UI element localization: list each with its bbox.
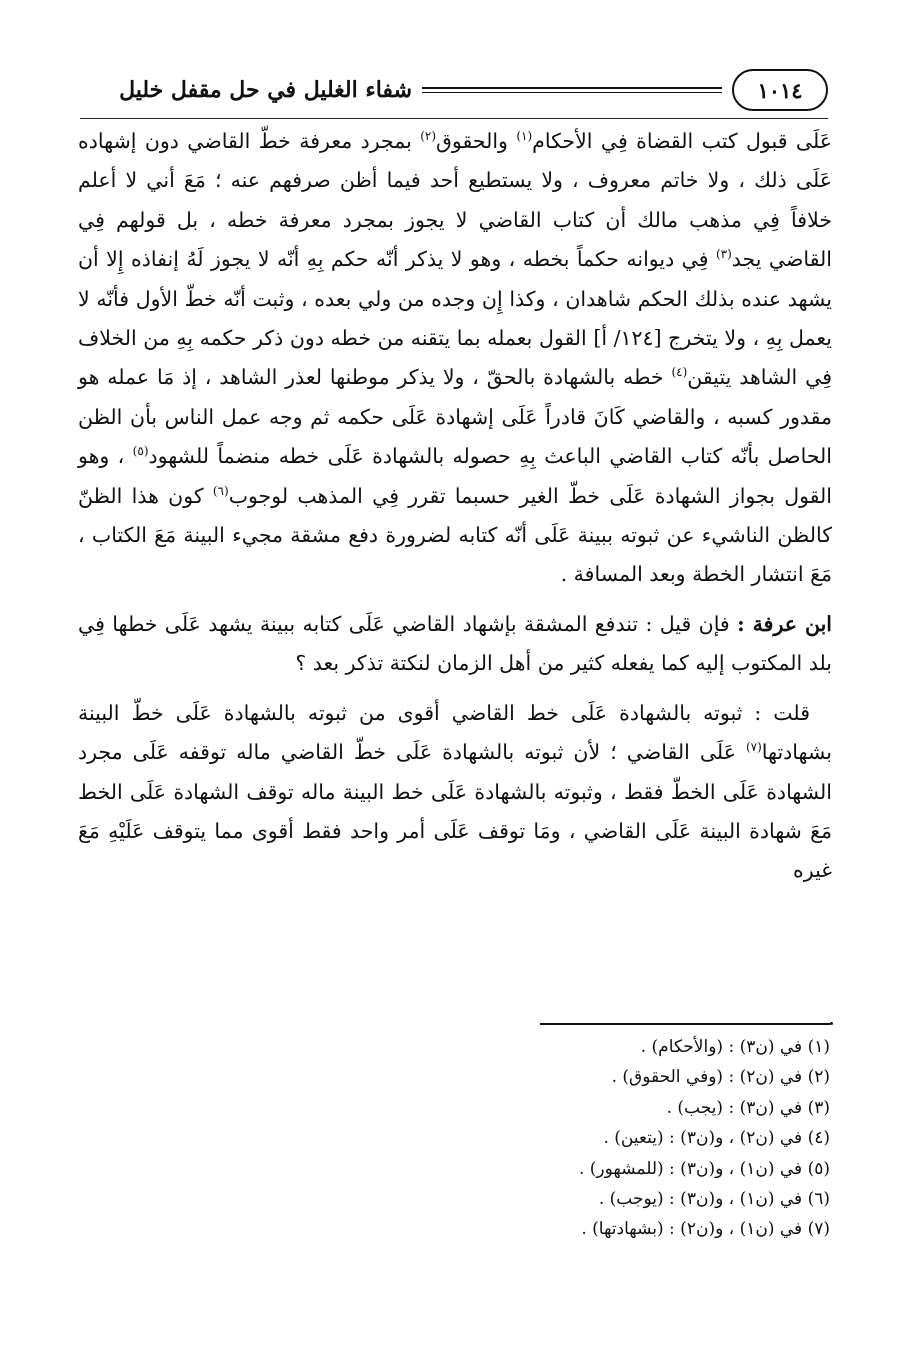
main-text [78,122,832,891]
footnote-ref-4: (٤) [671,365,688,380]
page-mark [830,1022,833,1025]
speaker-label: ابن عرفة : [737,611,832,636]
footnote-5: (٥) في (ن١) ، و(ن٣) : (للمشهور) . [578,1158,830,1179]
footnote-3: (٣) في (ن٣) : (يجب) . [666,1097,830,1118]
footnote-ref-6: (٦) [212,483,229,498]
text-run: فإن قيل : تندفع المشقة بإشهاد القاضي عَلَى كتابه ببينة يشهد عَلَى خطها فِي بلد المكتوب إليه كما يفعله كثير من أهل الزمان لنكتة تذكر بعد ؟ [78,611,832,676]
footnote-ref-1: (١) [516,129,533,144]
footnotes [280,1032,830,1245]
book-title: شفاء الغليل في حل مقفل خليل [119,77,412,103]
text-run: ، وهو القول بجواز الشهادة عَلَى خطّ الغير حسبما تقرر فِي المذهب لوجوب [78,444,832,508]
text-run: كون هذا الظنّ كالظن الناشيء عن ثبوته ببينة عَلَى أنّه كتابه لضرورة دفع مشقة مجيء البينة مَعَ الكتاب ، مَعَ انتشار الخطة وبعد المسافة . [78,483,832,587]
paragraph-1 [78,122,832,595]
footnote-6: (٦) في (ن١) ، و(ن٣) : (يوجب) . [598,1189,830,1210]
footnote-1: (١) في (ن٣) : (والأحكام) . [640,1037,830,1057]
paragraph-2 [78,605,832,684]
footnote-ref-2: (٢) [420,129,437,144]
footnote-ref-5: (٥) [132,444,149,459]
text-run: عَلَى القاضي ؛ لأن ثبوته بالشهادة عَلَى خطّ القاضي ماله توقفه عَلَى مجرد الشهادة عَلَى الخطّ فقط ، وثبوته بالشهادة عَلَى خط البينة ماله توقف الشهادة عَلَى الخط مَعَ شهادة البينة عَلَى القاضي ، ومَا توقف عَلَى أمر واحد فقط أقوى مما يتوقف عَلَيْهِ مَعَ غيره [78,740,832,883]
text-run: قلت : ثبوته بالشهادة عَلَى خط القاضي أقوى من ثبوته بالشهادة عَلَى خطّ البينة بشهادتها [78,700,832,765]
text-run: بمجرد معرفة خطّ القاضي دون إشهاده عَلَى ذلك ، ولا خاتم معروف ، ولا يستطيع أحد فيما أظن صرفهم عنه ؛ مَعَ أني لا أعلم خلافاً فِي مذهب مالك أن كتاب القاضي لا يجوز بمجرد معرفة خطه ، بل قولهم فِي القاضي يجد [78,129,832,272]
text-run: والحقوق [436,129,517,153]
footnote-divider [540,1023,830,1025]
footnote-2: (٢) في (ن٢) : (وفي الحقوق) . [611,1067,830,1088]
text-run: خطه بالشهادة بالحقّ ، ولا يذكر موطنها لعذر الشاهد ، إذ مَا عمله هو مقدور كسبه ، والقاضي كَانَ قادراً عَلَى إشهادة عَلَى حكمه ثم وجه عمل الناس بأن الظن الحاصل بأنّه كتاب القاضي الباعث بِهِ حصوله بالشهادة عَلَى خطه منضماً للشهود [78,365,832,469]
footnote-4: (٤) في (ن٢) ، و(ن٣) : (يتعين) . [603,1128,830,1149]
text-run: فِي ديوانه حكماً بخطه ، وهو لا يذكر أنّه حكم بِهِ أنّه لا يجوز لَهُ إنفاذه إِلا أن يشهد عنده بذلك الحكم شاهدان ، وكذا إِن وجده من ولي بعده ، وثبت أنّه خطّ الأول فأنّه لا يعمل بِهِ ، ولا يتخرج [١٢٤/ أ] القول بعمله بما يتقنه من خطه دون ذكر حكمه بِهِ من الخلاف فِي الشاهد يتيقن [78,247,832,390]
header-divider [80,118,828,119]
paragraph-3 [78,694,832,891]
footnote-ref-7: (٧) [745,740,762,755]
footnote-7: (٧) في (ن١) ، و(ن٢) : (بشهادتها) . [581,1219,830,1240]
page-number: ١٠١٤ [732,69,828,111]
text-run: عَلَى قبول كتب القضاة فِي الأحكام [532,129,832,153]
header-ornament-rule [422,87,722,93]
footnote-ref-3: (٣) [715,247,732,262]
page-header [80,66,828,114]
